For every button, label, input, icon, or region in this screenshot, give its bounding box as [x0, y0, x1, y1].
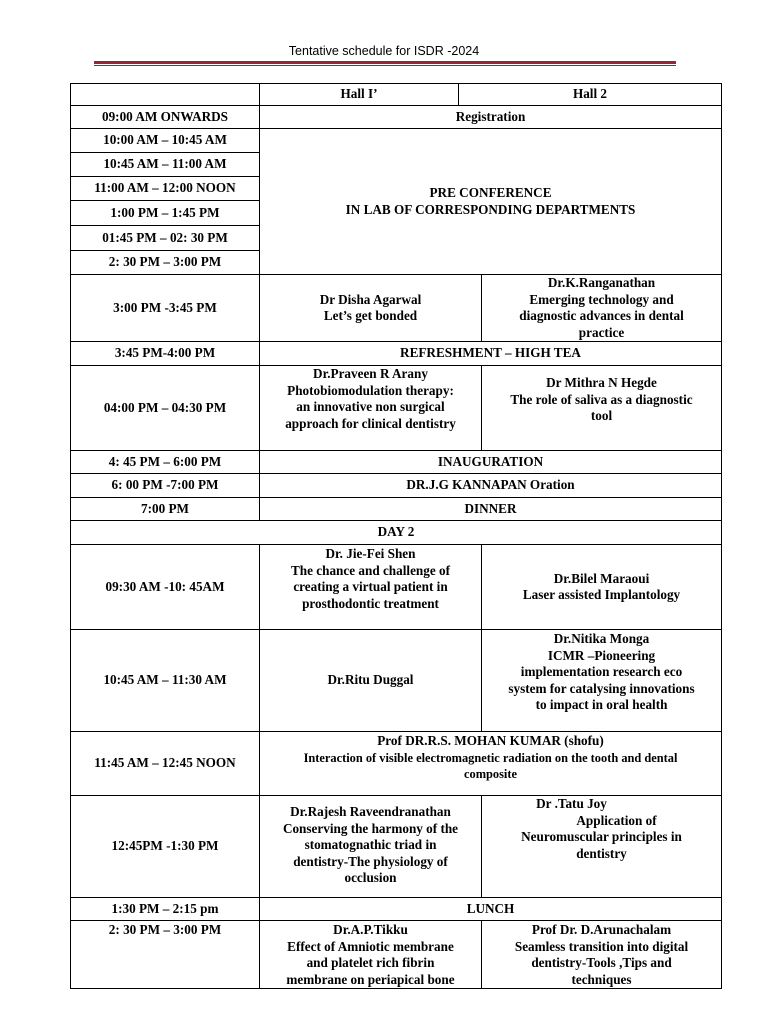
session-hall-1: Dr.Ritu Duggal	[259, 629, 482, 732]
event-registration: Registration	[259, 105, 722, 129]
header-hall-1: Hall I’	[259, 83, 459, 106]
time-cell: 11:45 AM – 12:45 NOON	[70, 731, 260, 796]
session-plenary: Prof DR.R.S. MOHAN KUMAR (shofu) Interaction of visible electromagnetic radiation on the tooth and dental composite	[259, 731, 722, 796]
event-lunch: LUNCH	[259, 897, 722, 921]
time-cell: 1:30 PM – 2:15 pm	[70, 897, 260, 921]
time-cell: 7:00 PM	[70, 497, 260, 521]
event-refreshment: REFRESHMENT – HIGH TEA	[259, 341, 722, 366]
header-rule	[94, 61, 676, 64]
time-cell: 3:00 PM -3:45 PM	[70, 274, 260, 342]
header-hall-2: Hall 2	[458, 83, 722, 106]
event-oration: DR.J.G KANNAPAN Oration	[259, 473, 722, 498]
time-cell: 11:00 AM – 12:00 NOON	[70, 176, 260, 201]
time-cell: 2: 30 PM – 3:00 PM	[70, 920, 260, 989]
time-cell: 04:00 PM – 04:30 PM	[70, 365, 260, 451]
time-cell: 09:00 AM ONWARDS	[70, 105, 260, 129]
time-cell: 10:45 AM – 11:30 AM	[70, 629, 260, 732]
session-hall-1: Dr Disha Agarwal Let’s get bonded	[259, 274, 482, 342]
session-hall-2: Dr Mithra N Hegde The role of saliva as a diagnostic tool	[481, 365, 722, 451]
event-inauguration: INAUGURATION	[259, 450, 722, 474]
page-title: Tentative schedule for ISDR -2024	[288, 44, 480, 58]
time-cell: 12:45PM -1:30 PM	[70, 795, 260, 898]
header-time-cell	[70, 83, 260, 106]
session-hall-2: Prof Dr. D.Arunachalam Seamless transition into digital dentistry-Tools ,Tips and techniques	[481, 920, 722, 989]
time-cell: 10:45 AM – 11:00 AM	[70, 152, 260, 177]
session-hall-2: Dr .Tatu Joy Application of Neuromuscular principles in dentistry	[481, 795, 722, 898]
time-cell: 10:00 AM – 10:45 AM	[70, 128, 260, 153]
session-hall-1: Dr.A.P.Tikku Effect of Amniotic membrane and platelet rich fibrin membrane on periapical bone	[259, 920, 482, 989]
session-hall-1: Dr. Jie-Fei Shen The chance and challenge of creating a virtual patient in prosthodontic treatment	[259, 544, 482, 630]
time-cell: 01:45 PM – 02: 30 PM	[70, 225, 260, 251]
header-rule-thin	[94, 65, 676, 66]
time-cell: 3:45 PM-4:00 PM	[70, 341, 260, 366]
time-cell: 1:00 PM – 1:45 PM	[70, 200, 260, 226]
time-cell: 09:30 AM -10: 45AM	[70, 544, 260, 630]
time-cell: 2: 30 PM – 3:00 PM	[70, 250, 260, 275]
session-hall-2: Dr.Bilel Maraoui Laser assisted Implantology	[481, 544, 722, 630]
event-pre-conference: PRE CONFERENCE IN LAB OF CORRESPONDING DEPARTMENTS	[259, 128, 722, 275]
session-hall-2: Dr.Nitika Monga ICMR –Pioneering implementation research eco system for catalysing innovations to impact in oral health	[481, 629, 722, 732]
session-hall-1: Dr.Rajesh Raveendranathan Conserving the harmony of the stomatognathic triad in dentistry-The physiology of occlusion	[259, 795, 482, 898]
day-2-heading: DAY 2	[70, 520, 722, 545]
session-hall-1: Dr.Praveen R Arany Photobiomodulation therapy: an innovative non surgical approach for clinical dentistry	[259, 365, 482, 451]
event-dinner: DINNER	[259, 497, 722, 521]
session-hall-2: Dr.K.Ranganathan Emerging technology and diagnostic advances in dental practice	[481, 274, 722, 342]
time-cell: 4: 45 PM – 6:00 PM	[70, 450, 260, 474]
time-cell: 6: 00 PM -7:00 PM	[70, 473, 260, 498]
